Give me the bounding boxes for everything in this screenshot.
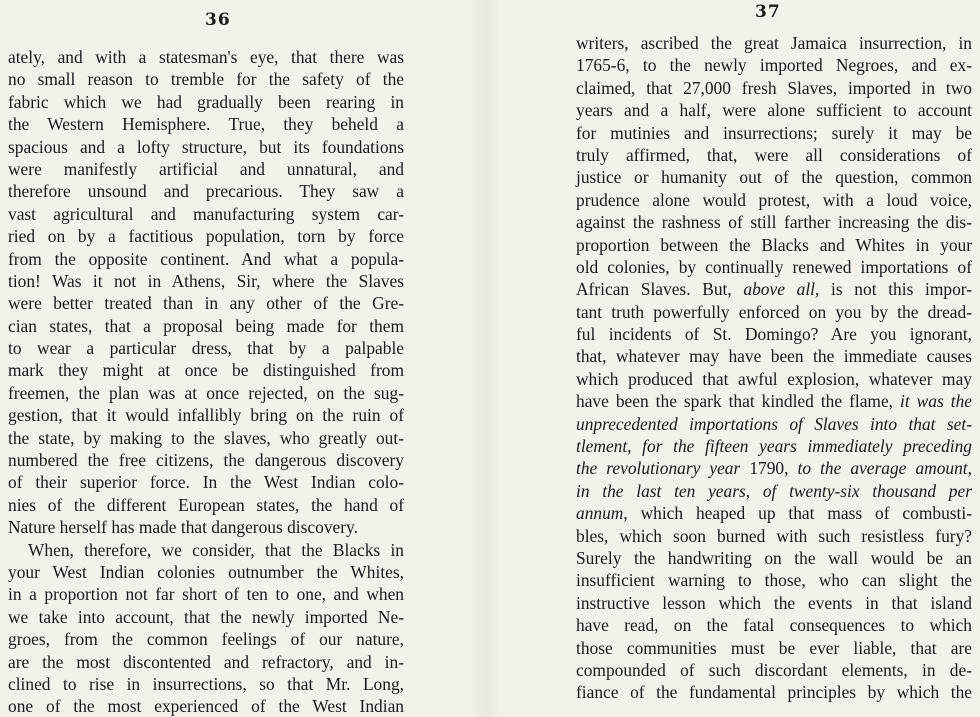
book-gutter <box>470 0 500 717</box>
text-line: tant truth powerfully enforced on you by the dread- <box>576 301 972 322</box>
text-line: writers, ascribed the great Jamaica insurrection, in <box>576 33 972 53</box>
text-run: have been the spark that kindled the flame, <box>576 391 901 412</box>
text-line: we take into account, that the newly imported Ne- <box>8 606 404 627</box>
text-line: proportion between the Blacks and Whites in your <box>576 234 972 255</box>
italic-run: annum <box>576 503 624 524</box>
text-line: from the opposite continent. And what a popula- <box>8 248 404 269</box>
left-page-text <box>8 46 404 717</box>
text-line: ful incidents of St. Domingo? Are you ignorant, <box>576 324 972 345</box>
text-line: to wear a particular dress, that by a palpable <box>8 338 404 359</box>
text-line: ately, and with a statesman's eye, that there was <box>8 47 404 67</box>
text-run: 1790 <box>749 458 785 479</box>
text-line: cian states, that a proposal being made for them <box>8 315 404 336</box>
text-line: against the rashness of still farther increasing the dis- <box>576 212 972 233</box>
italic-run: above all <box>743 279 815 300</box>
text-line: ried on by a factitious population, torn by force <box>8 226 404 247</box>
text-line: have read, on the fatal consequences to which <box>576 615 972 636</box>
right-page-number: 37 <box>755 2 781 22</box>
text-line: were better treated than in any other of the Gre- <box>8 293 404 314</box>
text-line: justice or humanity out of the question, common <box>576 167 972 188</box>
text-line: of their superior force. In the West Indian colo- <box>8 472 404 493</box>
left-page-number: 36 <box>205 10 231 30</box>
text-line: that, whatever may have been the immediate causes <box>576 346 972 367</box>
left-page <box>0 0 470 717</box>
text-line: mark they might at once be distinguished from <box>8 360 404 381</box>
text-line: therefore unsound and precarious. They saw a <box>8 181 404 202</box>
text-line <box>576 390 972 412</box>
text-line: tlement, for the fifteen years immediately preceding <box>576 436 972 457</box>
text-line: are the most discontented and refractory, and in- <box>8 651 404 672</box>
text-line: fabric which we had gradually been rearing in <box>8 91 404 112</box>
text-line <box>576 278 972 300</box>
text-line: 1765-6, to the newly imported Negroes, and ex- <box>576 55 972 76</box>
text-line: one of the most experienced of the West Indian <box>8 696 404 717</box>
text-line: which produced that awful explosion, whatever may <box>576 368 972 389</box>
text-line: claimed, that 27,000 fresh Slaves, imported in two <box>576 77 972 98</box>
text-run: , <box>784 458 798 479</box>
italic-run: the revolutionary year <box>576 458 750 479</box>
text-line: old colonies, by continually renewed importations of <box>576 256 972 277</box>
italic-run: to the average amount, <box>797 458 972 479</box>
text-line: prudence alone would protest, with a loud voice, <box>576 189 972 210</box>
right-page <box>500 0 980 717</box>
text-line <box>576 502 972 524</box>
text-line: Surely the handwriting on the wall would be an <box>576 547 972 568</box>
text-line: compounded of such discordant elements, in de- <box>576 659 972 680</box>
text-line: the Western Hemisphere. True, they beheld a <box>8 114 404 135</box>
text-line: numbered the free citizens, the dangerous discovery <box>8 450 404 471</box>
text-line: unprecedented importations of Slaves into that set- <box>576 413 972 434</box>
text-line: fiance of the fundamental principles by which the <box>576 682 972 703</box>
text-line: When, therefore, we consider, that the Blacks in <box>28 539 404 560</box>
text-line: vast agricultural and manufacturing system car- <box>8 203 404 224</box>
text-line: instructive lesson which the events in that island <box>576 592 972 613</box>
text-line: groes, from the common feelings of our nature, <box>8 629 404 650</box>
text-line: no small reason to tremble for the safety of the <box>8 69 404 90</box>
text-line: your West Indian colonies outnumber the Whites, <box>8 561 404 582</box>
italic-run: it was the <box>900 391 972 412</box>
text-line: truly affirmed, that, were all considerations of <box>576 144 972 165</box>
text-line: spacious and a lofty structure, but its foundations <box>8 136 404 157</box>
text-line: freemen, the plan was at once rejected, on the sug- <box>8 382 404 403</box>
text-line: those communities must be ever liable, that are <box>576 637 972 658</box>
text-line: for mutinies and insurrections; surely it may be <box>576 122 972 143</box>
text-line: insufficient warning to those, who can slight the <box>576 570 972 591</box>
text-line: Nature herself has made that dangerous discovery. <box>8 517 358 538</box>
text-run: , which heaped up that mass of combusti- <box>623 503 972 524</box>
text-line: years and a half, were alone sufficient to account <box>576 100 972 121</box>
text-run: African Slaves. But, <box>576 279 744 300</box>
text-run: , is not this impor- <box>814 279 973 300</box>
text-line: bles, which soon burned with such resistless fury? <box>576 525 972 546</box>
text-line: the state, by making to the slaves, who greatly out- <box>8 427 404 448</box>
text-line: in the last ten years, of twenty-six thousand per <box>576 480 972 501</box>
text-line: in a proportion not far short of ten to one, and when <box>8 584 404 605</box>
text-line <box>576 457 972 479</box>
text-line: clined to rise in insurrections, so that Mr. Long, <box>8 673 404 694</box>
text-line: nies of the different European states, the hand of <box>8 494 404 515</box>
right-page-text <box>576 32 972 704</box>
text-line: gestion, that it would infallibly bring on the ruin of <box>8 405 404 426</box>
text-line: were manifestly artificial and unnatural, and <box>8 158 404 179</box>
text-line: tion! Was it not in Athens, Sir, where the Slaves <box>8 270 404 291</box>
